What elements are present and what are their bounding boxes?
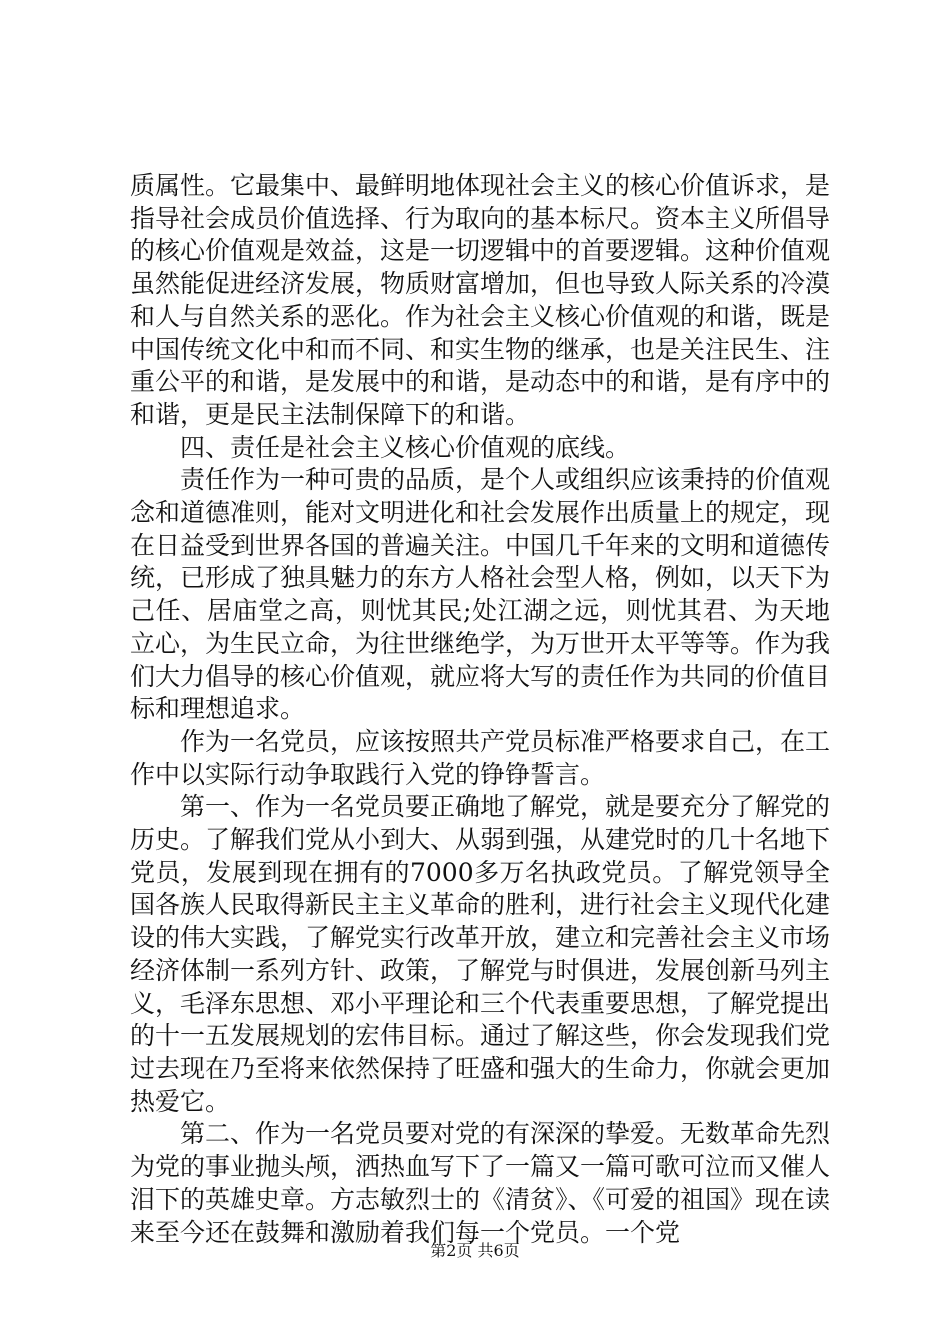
section-heading-responsibility: 四、责任是社会主义核心价值观的底线。 <box>180 432 631 462</box>
paragraph-party-member-intro: 作为一名党员，应该按照共产党员标准严格要求自己，在工作中以实际行动争取践行入党的铮铮誓言。 <box>130 726 831 789</box>
paragraph-point-two: 第二、作为一名党员要对党的有深深的挚爱。无数革命先烈为党的事业抛头颅，洒热血写下了一篇又一篇可歌可泣而又催人泪下的英雄史章。方志敏烈士的《清贫》、《可爱的祖国》现在读来至今还在鼓舞和激励着我们每一个党员。一个党 <box>130 1119 831 1247</box>
paragraph-point-one: 第一、作为一名党员要正确地了解党，就是要充分了解党的历史。了解我们党从小到大、从弱到强，从建党时的几十名地下党员，发展到现在拥有的7000多万名执政党员。了解党领导全国各族人民取得新民主主义革命的胜利，进行社会主义现代化建设的伟大实践，了解党实行改革开放，建立和完善社会主义市场经济体制一系列方针、政策，了解党与时俱进，发展创新马列主义，毛泽东思想、邓小平理论和三个代表重要思想，了解党提出的十一五发展规划的宏伟目标。通过了解这些，你会发现我们党过去现在乃至将来依然保持了旺盛和强大的生命力，你就会更加热爱它。 <box>130 792 831 1116</box>
document-body <box>130 170 830 1249</box>
page-number-footer: 第2页 共6页 <box>430 1241 520 1260</box>
paragraph-he-xie-continued: 质属性。它最集中、最鲜明地体现社会主义的核心价值诉求，是指导社会成员价值选择、行为取向的基本标尺。资本主义所倡导的核心价值观是效益，这是一切逻辑中的首要逻辑。这种价值观虽然能促进经济发展，物质财富增加，但也导致人际关系的冷漠和人与自然关系的恶化。作为社会主义核心价值观的和谐，既是中国传统文化中和而不同、和实生物的继承，也是关注民生、注重公平的和谐，是发展中的和谐，是动态中的和谐，是有序中的和谐，更是民主法制保障下的和谐。 <box>130 171 831 429</box>
paragraph-responsibility: 责任作为一种可贵的品质，是个人或组织应该秉持的价值观念和道德准则，能对文明进化和社会发展作出质量上的规定，现在日益受到世界各国的普遍关注。中国几千年来的文明和道德传统，已形成了独具魅力的东方人格社会型人格，例如，以天下为己任、居庙堂之高，则忧其民;处江湖之远，则忧其君、为天地立心，为生民立命，为往世继绝学，为万世开太平等等。作为我们大力倡导的核心价值观，就应将大写的责任作为共同的价值目标和理想追求。 <box>130 465 831 724</box>
